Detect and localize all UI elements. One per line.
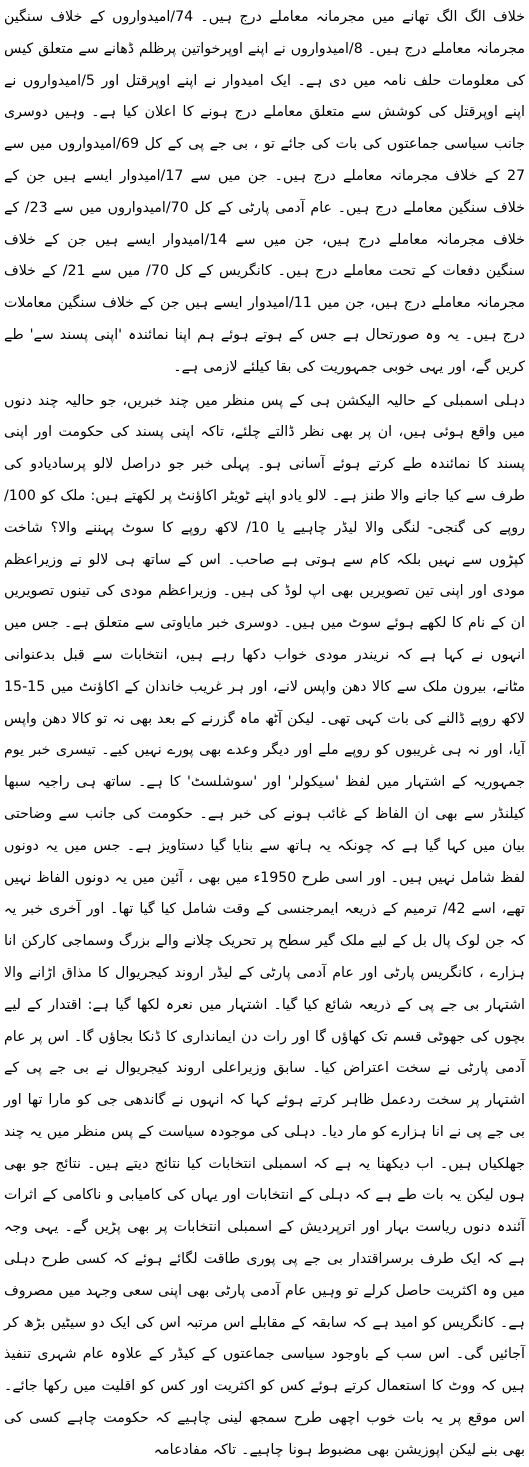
article-column [4,2,526,1458]
article-paragraph-1: خلاف الگ الگ تھانے میں مجرمانہ معاملے درج ہیں۔ 74/امیدواروں کے خلاف سنگین مجرمانہ معاملے درج ہیں۔ 8/امیدواروں نے اپنے اوپرخواتین پرظلم ڈھانے سے متعلق کیس کی معلومات حلف نامہ میں دی ہے۔ ایک امیدوار نے اپنے اوپرقتل اور 5/امیدواروں نے اپنے اوپرقتل کی کوشش سے متعلق معاملے درج ہونے کا اعلان کیا ہے۔ وہیں دوسری جانب سیاسی جماعتوں کی بات کی جائے تو ، بی جے پی کے کل 69/امیدواروں میں سے 27 کے خلاف مجرمانہ معاملے درج ہیں۔ جن میں سے 17/امیدوار ایسے ہیں جن کے خلاف سنگین معاملے درج ہیں۔ عام آدمی پارٹی کے کل 70/امیدواروں میں سے 23/ کے خلاف مجرمانہ معاملے درج ہیں، جن میں سے 14/امیدوار ایسے ہیں جن کے خلاف سنگین دفعات کے تحت معاملے درج ہیں۔ کانگریس کے کل 70/ میں سے 21/ کے خلاف مجرمانہ معاملے درج ہیں، جن میں 11/امیدوار ایسے ہیں جن کے خلاف سنگین معاملات درج ہیں۔ یہ وہ صورتحال ہے جس کے ہوتے ہوئے ہم اپنا نمائندہ 'اپنی پسند سے' طے کریں گے، اور یہی خوبی جمہوریت کی بقا کیلئے لازمی ہے۔ [4,9,526,375]
article-paragraph-2: دہلی اسمبلی کے حالیہ الیکشن ہی کے پس منظر میں چند خبریں، جو حالیہ چند دنوں میں واقع ہوئی ہیں، ان پر بھی نظر ڈالتے چلئے، تاکہ اپنی پسند کی حکومت اور اپنی پسند کا نمائندہ طے کرتے ہوئے آسانی ہو۔ پہلی خبر جو دراصل لالو پرسادیادو کی طرف سے کیا جانے والا طنز ہے۔ لالو یادو اپنے ٹویٹر اکاؤنٹ پر لکھتے ہیں: ملک کو 100/ روپے کی گنجی- لنگی والا لیڈر چاہیے یا 10/ لاکھ روپے کا سوٹ پہننے والا؟ شاخت کپڑوں سے نہیں بلکہ کام سے ہوتی ہے صاحب۔ اس کے ساتھ ہی لالو نے وزیراعظم مودی اور اپنی تین تصویریں بھی اپ لوڈ کی ہیں۔ وزیراعظم مودی کی تینوں تصویریں ان کے نام کا لکھے ہوئے سوٹ میں ہیں۔ دوسری خبر مایاوتی سے متعلق ہے۔ جس میں انہوں نے کہا ہے کہ نریندر مودی خواب دکھا رہے ہیں، انتخابات سے قبل بدعنوانی مٹانے، بیرون ملک سے کالا دھن واپس لانے، اور ہر غریب خاندان کے اکاؤنٹ میں 15-15 لاکھ روپے ڈالنے کی بات کہی تھی۔ لیکن آٹھ ماہ گزرنے کے بعد بھی نہ تو کالا دھن واپس آیا، اور نہ ہی غریبوں کو روپے ملے اور دیگر وعدے بھی پورے نہیں کیے۔ تیسری خبر یوم جمہوریہ کے اشتہار میں لفظ 'سیکولر' اور 'سوشلسٹ' کا ہے۔ ساتھ ہی راجیہ سبھا کیلنڈر سے بھی ان الفاظ کے غائب ہونے کی خبر ہے۔ حکومت کی جانب سے وضاحتی بیان میں کہا گیا ہے کہ چونکہ یہ ہاتھ سے بنایا گیا دستاویز ہے۔ جس میں یہ دونوں لفظ شامل نہیں ہیں۔ اور اسی طرح 1950ء میں بھی ، آئین میں یہ دونوں الفاظ نہیں تھے، اسے 42/ ترمیم کے ذریعہ ایمرجنسی کے وقت شامل کیا گیا تھا۔ اور آخری خبر یہ کہ جن لوک پال بل کے لیے ملک گیر سطح پر تحریک چلانے والے بزرگ وسماجی کارکن انا ہزارے ، کانگریس پارٹی اور عام آدمی پارٹی کے لیڈر اروند کیجریوال کا مذاق اڑانے والا اشتہار بی جے پی کے ذریعہ شائع کیا گیا۔ اشتہار میں نعرہ لکھا گیا ہے: اقتدار کے لیے بچوں کی جھوٹی قسم تک کھاؤں گا اور رات دن ایمانداری کا ڈنکا بجاؤں گا۔ اس پر عام آدمی پارٹی نے سخت اعتراض کیا۔ سابق وزیراعلی اروند کیجریوال نے بی جے پی کے اشتہار پر سخت ردعمل ظاہر کرتے ہوئے کہا کہ انہوں نے گاندھی جی کو مارا تھا اور بی جے پی نے انا ہزارے کو مار دیا۔ دہلی کی موجودہ سیاست کے پس منظر میں یہ چند جھلکیاں ہیں۔ اب دیکھنا یہ ہے کہ اسمبلی انتخابات کیا نتائج دیتے ہیں۔ نتائج جو بھی ہوں لیکن یہ بات طے ہے کہ دہلی کے انتخابات اور یہاں کی کامیابی و ناکامی کے اثرات آئندہ دنوں ریاست بہار اور اترپردیش کے اسمبلی انتخابات پر بھی پڑیں گے۔ یہی وجہ ہے کہ ایک طرف برسراقتدار بی جے پی پوری طاقت لگائے ہوئے کہ کسی طرح دہلی میں وہ اکثریت حاصل کرلے تو وہیں عام آدمی پارٹی بھی اپنی سعی وجہد میں مصروف ہے۔ کانگریس کو امید ہے کہ سابقہ کے مقابلے اس مرتبہ اس کی ایک دو سیٹیں بڑھ کر آجائیں گی۔ اس سب کے باوجود سیاسی جماعتوں کے کیڈر کے علاوہ عام شہری تنفیذ ہیں کہ ووٹ کا استعمال کرتے ہوئے کس کو اکثریت اور کس کو اقلیت میں رکھا جائے۔ اس موقع پر یہ بات خوب اچھی طرح سمجھ لینی چاہیے کہ حکومت چاہے کسی کی بھی بنے لیکن اپوزیشن بھی مضبوط ہونا چاہیے۔ تاکہ مفادعامہ [4,392,526,1458]
